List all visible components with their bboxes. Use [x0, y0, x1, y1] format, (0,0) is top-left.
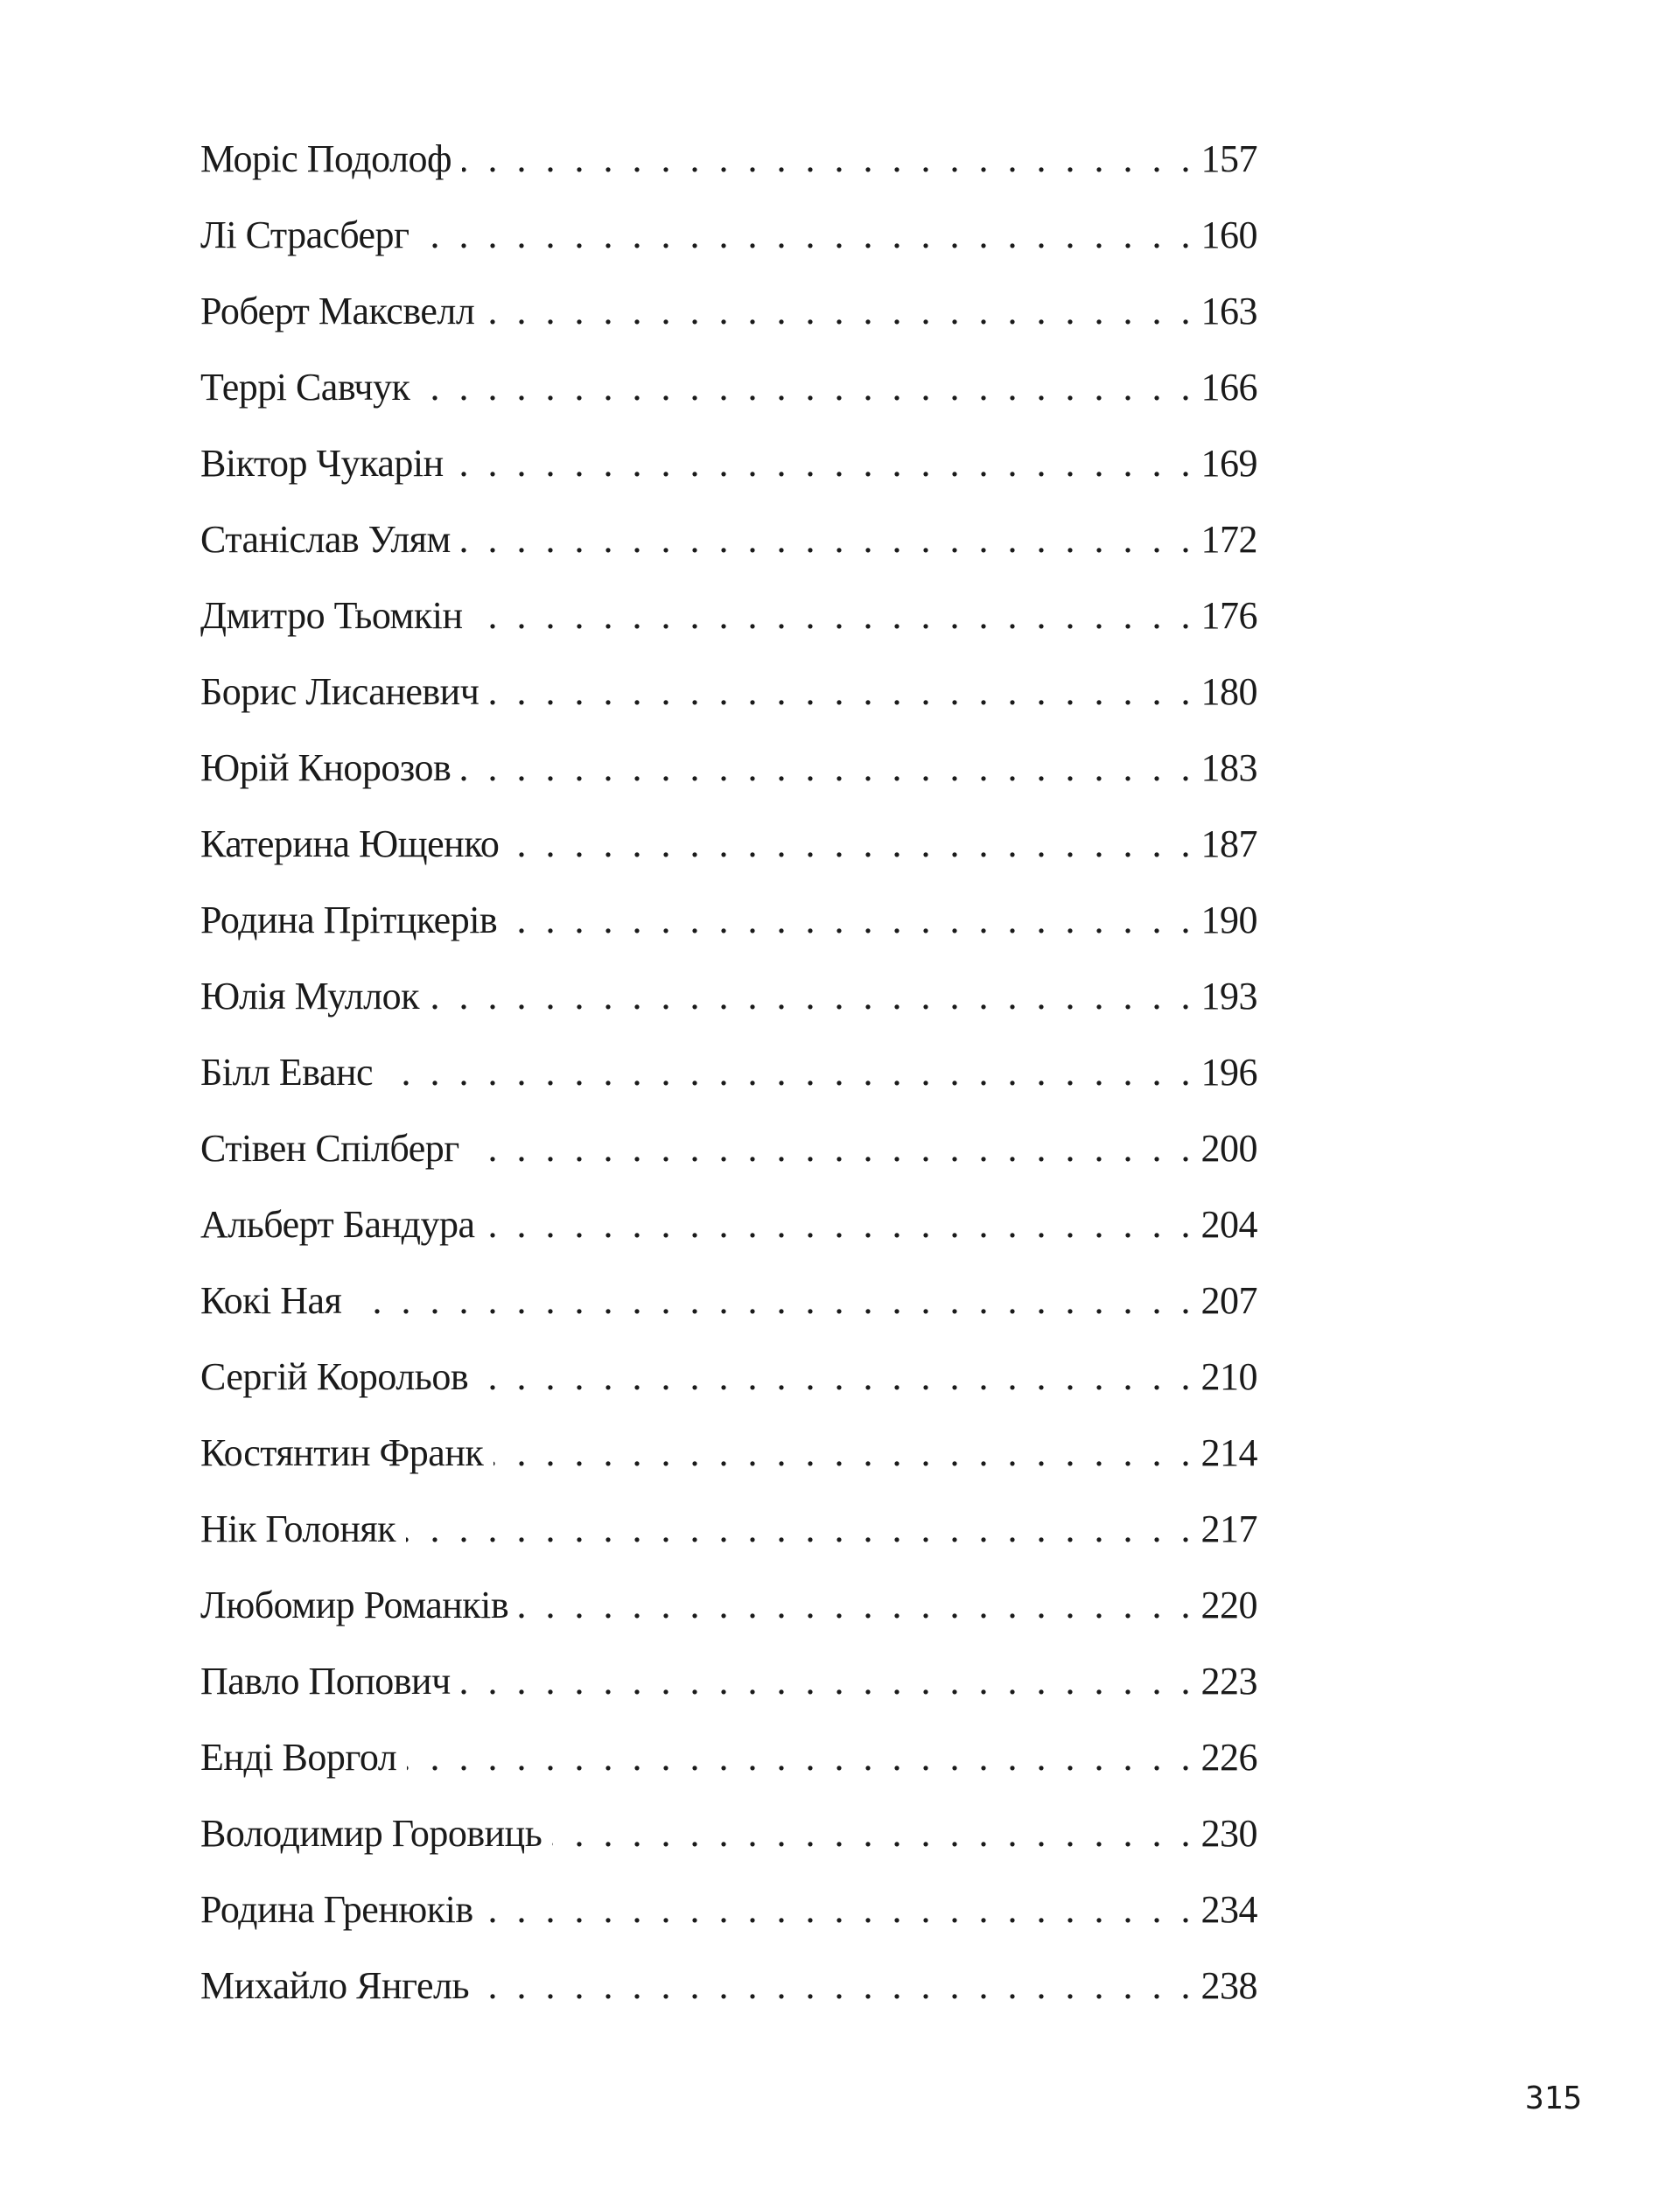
toc-entry: [200, 670, 1257, 749]
toc-entry-page: 176: [1200, 594, 1257, 637]
toc-entry-page: 220: [1200, 1584, 1257, 1626]
toc-entry: [200, 1738, 1257, 1815]
toc-entry: [200, 746, 1257, 825]
page-number: 315: [1524, 2081, 1582, 2116]
toc-entry-page: 172: [1200, 518, 1257, 561]
toc-entry: [200, 137, 1257, 216]
toc-entry: [200, 1053, 1257, 1129]
toc-entry-page: 196: [1200, 1051, 1257, 1094]
toc-entry-name: Кокі Ная: [200, 1279, 342, 1322]
dot-leader: [509, 825, 1190, 864]
toc-entry-page: 223: [1200, 1660, 1257, 1703]
toc-entry-name: Родина Прітцкерів: [200, 899, 498, 941]
dot-leader: [407, 1738, 1190, 1777]
toc-entry-page: 226: [1200, 1736, 1257, 1779]
toc-entry-name: Террі Савчук: [200, 366, 410, 409]
toc-entry-name: Родина Гренюків: [200, 1888, 473, 1931]
toc-entry-page: 157: [1200, 137, 1257, 180]
toc-entry-page: 183: [1200, 746, 1257, 789]
dot-leader: [479, 1358, 1190, 1396]
dot-leader: [552, 1815, 1190, 1853]
dot-leader: [485, 292, 1190, 331]
dot-leader: [420, 216, 1191, 255]
toc-entry: [200, 1431, 1257, 1510]
toc-entry-name: Володимир Горовиць: [200, 1812, 542, 1855]
toc-entry-name: Станіслав Улям: [200, 518, 451, 561]
dot-leader: [480, 1967, 1190, 2005]
toc-entry-page: 180: [1200, 670, 1257, 713]
toc-entry: [200, 1586, 1257, 1662]
toc-entry: [200, 594, 1257, 673]
toc-entry-name: Борис Лисаневич: [200, 670, 480, 713]
dot-leader: [462, 140, 1190, 178]
toc-entry-name: Сергій Корольов: [200, 1355, 469, 1398]
toc-entry: [200, 292, 1257, 368]
toc-entry-page: 200: [1200, 1127, 1257, 1170]
toc-entry-page: 214: [1200, 1431, 1257, 1474]
toc-entry-page: 166: [1200, 366, 1257, 409]
toc-entry-name: Віктор Чукарін: [200, 442, 444, 485]
dot-leader: [489, 673, 1190, 711]
toc-entry: [200, 444, 1257, 521]
toc-entry-name: Енді Воргол: [200, 1736, 397, 1779]
toc-entry-page: 160: [1200, 213, 1257, 256]
toc-entry-page: 234: [1200, 1888, 1257, 1931]
table-of-contents: [200, 137, 1257, 2043]
toc-entry: [200, 977, 1257, 1053]
toc-entry: [200, 1812, 1257, 1891]
dot-leader: [484, 1891, 1191, 1929]
dot-leader: [406, 1510, 1191, 1549]
dot-leader: [383, 1053, 1190, 1092]
toc-entry-name: Костянтин Франк: [200, 1431, 484, 1474]
toc-entry-name: Юрій Кнорозов: [200, 746, 452, 789]
toc-entry-page: 204: [1200, 1203, 1257, 1246]
toc-entry-page: 187: [1200, 822, 1257, 865]
toc-entry: [200, 1203, 1257, 1282]
dot-leader: [470, 1129, 1191, 1168]
dot-leader: [352, 1282, 1190, 1320]
toc-entry-name: Білл Еванс: [200, 1051, 374, 1094]
toc-entry: [200, 368, 1257, 444]
toc-entry: [200, 1129, 1257, 1206]
toc-entry-page: 217: [1200, 1507, 1257, 1550]
toc-entry-name: Альберт Бандура: [200, 1203, 475, 1246]
toc-entry-name: Катерина Ющенко: [200, 822, 500, 865]
dot-leader: [454, 444, 1191, 483]
toc-entry: [200, 822, 1257, 901]
toc-entry-name: Лі Страсберг: [200, 213, 410, 256]
dot-leader: [508, 901, 1190, 940]
toc-entry-page: 238: [1200, 1964, 1257, 2007]
toc-entry-page: 230: [1200, 1812, 1257, 1855]
dot-leader: [486, 1206, 1191, 1244]
toc-entry-name: Роберт Максвелл: [200, 290, 475, 332]
toc-entry-name: Моріс Подолоф: [200, 137, 452, 180]
toc-entry: [200, 901, 1257, 977]
toc-entry: [200, 518, 1257, 597]
toc-entry-page: 163: [1200, 290, 1257, 332]
toc-entry: [200, 1279, 1257, 1358]
toc-entry-name: Павло Попович: [200, 1660, 451, 1703]
toc-entry: [200, 213, 1257, 292]
toc-entry-page: 169: [1200, 442, 1257, 485]
toc-entry-name: Любомир Романків: [200, 1584, 509, 1626]
dot-leader: [461, 749, 1190, 787]
dot-leader: [473, 597, 1191, 635]
toc-entry-name: Нік Голоняк: [200, 1507, 396, 1550]
toc-entry-name: Михайло Янгель: [200, 1964, 470, 2007]
toc-entry: [200, 1507, 1257, 1586]
toc-entry: [200, 1964, 1257, 2043]
toc-entry-page: 207: [1200, 1279, 1257, 1322]
dot-leader: [461, 1662, 1191, 1701]
toc-entry-page: 210: [1200, 1355, 1257, 1398]
dot-leader: [494, 1434, 1190, 1472]
toc-entry: [200, 1355, 1257, 1434]
toc-entry-page: 193: [1200, 975, 1257, 1018]
toc-entry-name: Юлія Муллок: [200, 975, 419, 1018]
dot-leader: [519, 1586, 1190, 1625]
toc-entry-name: Стівен Спілберг: [200, 1127, 459, 1170]
dot-leader: [420, 368, 1190, 407]
toc-entry: [200, 1888, 1257, 1967]
dot-leader: [461, 521, 1191, 559]
toc-entry: [200, 1662, 1257, 1738]
dot-leader: [430, 977, 1191, 1016]
toc-entry-page: 190: [1200, 899, 1257, 941]
toc-entry-name: Дмитро Тьомкін: [200, 594, 463, 637]
